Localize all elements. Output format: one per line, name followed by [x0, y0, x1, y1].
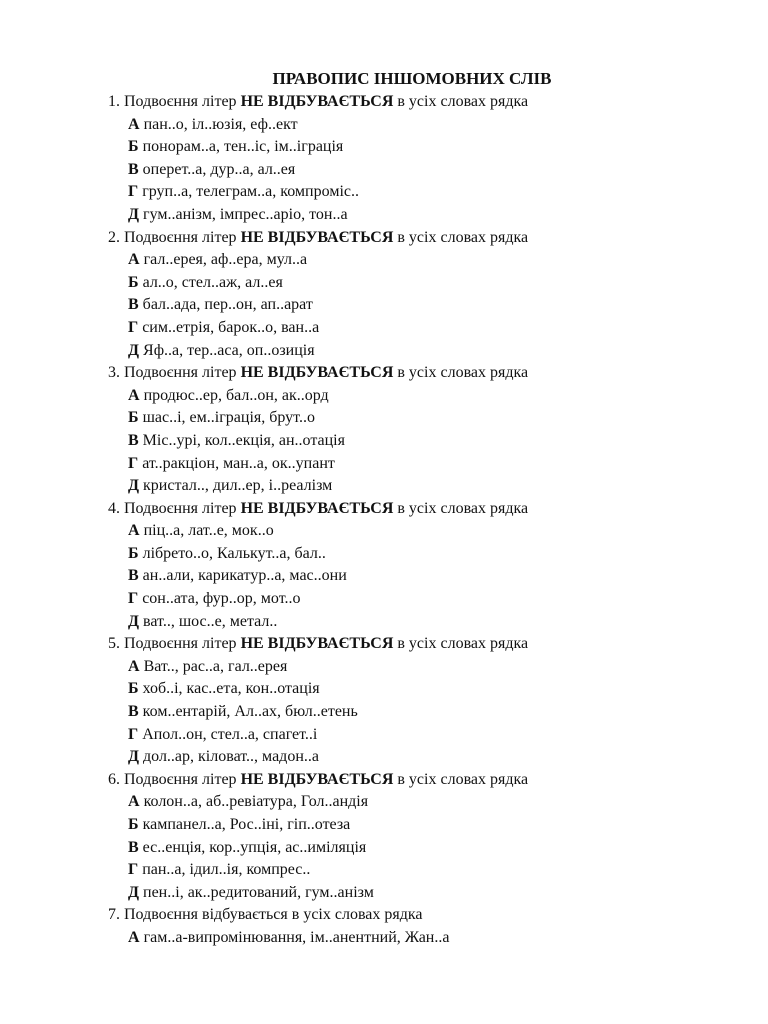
question-number: 5.: [108, 635, 120, 653]
answer-option: [108, 340, 748, 363]
option-letter: А: [128, 657, 140, 675]
answer-option: [108, 204, 748, 227]
option-text: кристал.., дил..ер, і..реалізм: [143, 477, 333, 495]
answer-option: [108, 453, 748, 476]
question-stem: [108, 362, 748, 385]
option-letter: А: [128, 251, 140, 269]
answer-option: [108, 701, 748, 724]
option-text: гум..анізм, імпрес..аріо, тон..а: [143, 205, 348, 223]
answer-option: [108, 294, 748, 317]
option-letter: Д: [128, 612, 140, 630]
question-text: Подвоєння літер: [124, 635, 237, 653]
answer-option: [108, 317, 748, 340]
option-text: дол..ар, кіловат.., мадон..а: [143, 748, 319, 766]
option-text: ат..ракціон, ман..а, ок..упант: [142, 454, 335, 472]
question-emphasis: НЕ ВІДБУВАЄТЬСЯ: [240, 228, 394, 246]
answer-option: [108, 927, 748, 950]
option-text: гам..а-випромінювання, ім..анентний, Жан..а: [143, 928, 450, 946]
option-letter: Г: [128, 454, 139, 472]
option-text: кампанел..а, Рос..іні, гіп..отеза: [142, 816, 351, 833]
answer-option: [108, 565, 748, 588]
option-text: гал..ерея, аф..ера, мул..а: [143, 251, 308, 269]
option-text: оперет..а, дур..а, ал..ея: [142, 160, 296, 178]
option-letter: Д: [128, 205, 140, 223]
answer-option: [108, 520, 748, 543]
answer-option: [108, 859, 748, 882]
answer-option: [108, 430, 748, 453]
option-letter: В: [128, 431, 139, 449]
option-text: пан..а, ідил..ія, компрес..: [142, 861, 311, 879]
answer-option: [108, 114, 748, 137]
option-letter: А: [128, 386, 140, 404]
option-text: ес..енція, кор..упція, ас..иміляція: [142, 838, 367, 856]
answer-option: [108, 746, 748, 769]
question-text: Подвоєння літер: [124, 499, 237, 517]
answer-option: [108, 678, 748, 701]
question-number: 7.: [108, 906, 120, 924]
question-emphasis: НЕ ВІДБУВАЄТЬСЯ: [240, 635, 394, 653]
question-stem: [108, 91, 748, 114]
option-text: Яф..а, тер..аса, оп..озиція: [143, 341, 315, 359]
question-number: 6.: [108, 770, 120, 788]
option-text: хоб..і, кас..ета, кон..отація: [142, 680, 320, 698]
question-stem: [108, 498, 748, 521]
option-text: ан..али, карикатур..а, мас..они: [142, 567, 347, 585]
answer-option: [108, 181, 748, 204]
question-list: [108, 91, 748, 950]
option-letter: А: [128, 928, 140, 946]
option-text: піц..а, лат..е, мок..о: [143, 522, 274, 540]
option-text: шас..і, ем..іграція, брут..о: [142, 409, 315, 427]
option-text: продюс..ер, бал..он, ак..орд: [143, 386, 329, 404]
answer-option: [108, 543, 748, 566]
option-letter: Г: [128, 590, 139, 608]
question-text: Подвоєння літер: [124, 770, 237, 788]
answer-option: [108, 249, 748, 272]
answer-option: [108, 724, 748, 747]
option-letter: Б: [128, 138, 139, 156]
option-text: ал..о, стел..аж, ал..ея: [142, 273, 283, 291]
option-text: Міс..урі, кол..екція, ан..отація: [142, 431, 345, 449]
option-text: бал..ада, пер..он, ап..арат: [142, 296, 313, 314]
answer-option: [108, 588, 748, 611]
question-number: 3.: [108, 364, 120, 382]
option-text: сон..ата, фур..ор, мот..о: [142, 590, 301, 608]
option-text: груп..а, телеграм..а, компроміс..: [142, 183, 359, 201]
question-text: Подвоєння відбувається в усіх словах рядка: [124, 906, 423, 924]
question-stem: [108, 227, 748, 250]
answer-option: [108, 791, 748, 814]
question-text-end: в усіх словах рядка: [397, 770, 529, 788]
option-letter: Д: [128, 341, 140, 359]
option-letter: В: [128, 703, 139, 721]
question-text-end: в усіх словах рядка: [397, 228, 529, 246]
option-letter: А: [128, 115, 140, 133]
option-letter: Г: [128, 861, 139, 879]
question-number: 2.: [108, 228, 120, 246]
question-text: Подвоєння літер: [124, 364, 237, 382]
question-number: 4.: [108, 499, 120, 517]
option-letter: В: [128, 296, 139, 314]
question-emphasis: НЕ ВІДБУВАЄТЬСЯ: [240, 770, 394, 788]
answer-option: [108, 475, 748, 498]
option-text: Апол..он, стел..а, спагет..і: [142, 725, 318, 743]
option-letter: Б: [128, 544, 139, 562]
option-letter: Д: [128, 883, 140, 901]
option-text: колон..а, аб..ревіатура, Гол..андія: [143, 793, 369, 811]
question-stem: [108, 904, 748, 927]
option-text: пан..о, іл..юзія, еф..ект: [143, 115, 298, 133]
option-letter: Г: [128, 725, 139, 743]
answer-option: [108, 882, 748, 905]
question-text: Подвоєння літер: [124, 228, 237, 246]
answer-option: [108, 656, 748, 679]
answer-option: [108, 159, 748, 182]
answer-option: [108, 814, 748, 837]
question-number: 1.: [108, 93, 120, 110]
option-letter: Г: [128, 318, 139, 336]
question-text-end: в усіх словах рядка: [397, 364, 529, 382]
option-text: понорам..а, тен..іс, ім..іграція: [142, 138, 344, 156]
option-letter: В: [128, 160, 139, 178]
option-letter: Д: [128, 748, 140, 766]
option-text: пен..і, ак..редитований, гум..анізм: [143, 883, 374, 901]
answer-option: [108, 272, 748, 295]
answer-option: [108, 385, 748, 408]
question-text-end: в усіх словах рядка: [397, 93, 529, 110]
question-text-end: в усіх словах рядка: [397, 635, 529, 653]
option-letter: Б: [128, 816, 139, 833]
option-letter: А: [128, 793, 140, 811]
option-text: Ват.., рас..а, гал..ерея: [143, 657, 288, 675]
option-text: ком..ентарій, Ал..ах, бюл..етень: [142, 703, 358, 721]
option-letter: В: [128, 567, 139, 585]
question-stem: [108, 769, 748, 792]
option-text: лібрето..о, Калькут..а, бал..: [142, 544, 326, 562]
question-stem: [108, 633, 748, 656]
option-letter: Г: [128, 183, 139, 201]
option-letter: А: [128, 522, 140, 540]
option-letter: В: [128, 838, 139, 856]
question-emphasis: НЕ ВІДБУВАЄТЬСЯ: [240, 364, 394, 382]
answer-option: [108, 837, 748, 860]
option-letter: Б: [128, 680, 139, 698]
answer-option: [108, 611, 748, 634]
question-emphasis: НЕ ВІДБУВАЄТЬСЯ: [240, 93, 394, 110]
question-text: Подвоєння літер: [124, 93, 237, 110]
question-text-end: в усіх словах рядка: [397, 499, 529, 517]
option-letter: Б: [128, 273, 139, 291]
question-emphasis: НЕ ВІДБУВАЄТЬСЯ: [240, 499, 394, 517]
document-title: ПРАВОПИС ІНШОМОВНИХ СЛІВ: [272, 69, 552, 88]
answer-option: [108, 407, 748, 430]
option-letter: Б: [128, 409, 139, 427]
answer-option: [108, 136, 748, 159]
option-letter: Д: [128, 477, 140, 495]
option-text: сим..етрія, барок..о, ван..а: [142, 318, 320, 336]
option-text: ват.., шос..е, метал..: [143, 612, 278, 630]
